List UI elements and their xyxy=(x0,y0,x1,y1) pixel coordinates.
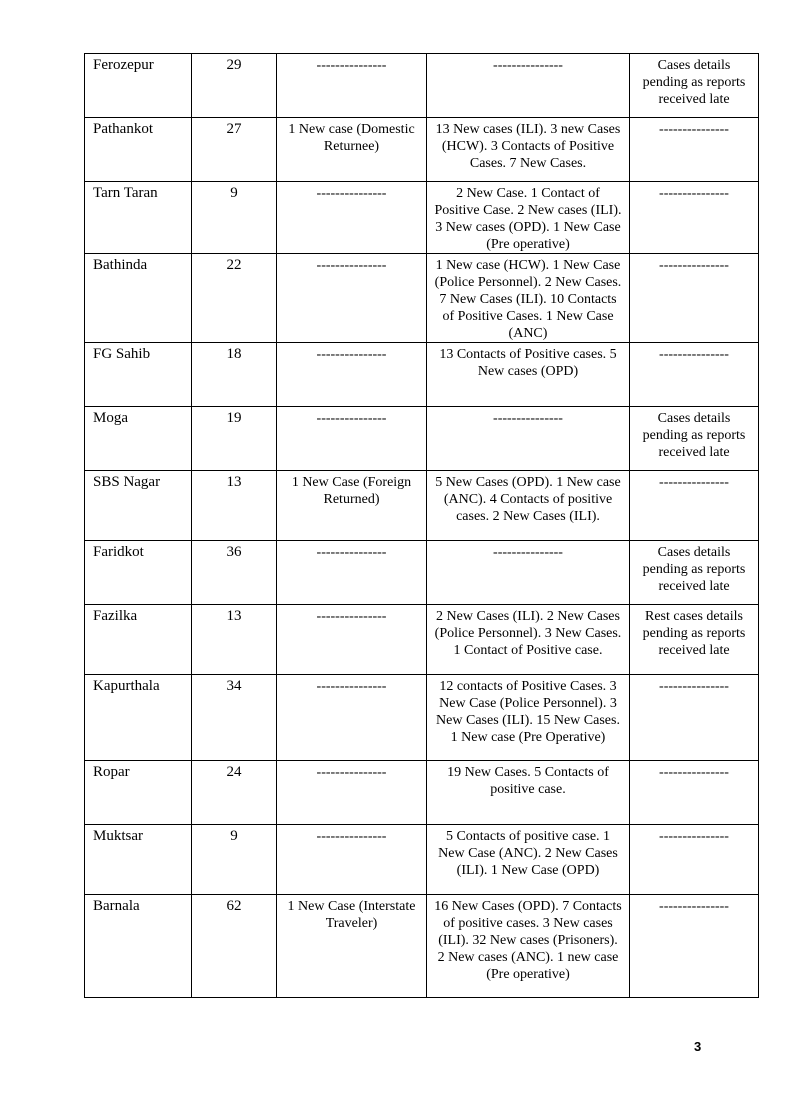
travel-history-cell: --------------- xyxy=(277,254,427,343)
district-cases-table xyxy=(84,53,759,998)
district-cell: SBS Nagar xyxy=(85,471,192,541)
district-cell: Faridkot xyxy=(85,541,192,605)
district-cell: FG Sahib xyxy=(85,343,192,407)
travel-history-cell: --------------- xyxy=(277,182,427,254)
table-row xyxy=(85,254,759,343)
remarks-cell: Cases details pending as reports received late xyxy=(630,407,759,471)
case-details-cell: --------------- xyxy=(427,541,630,605)
travel-history-cell: --------------- xyxy=(277,675,427,761)
case-count-cell: 62 xyxy=(192,895,277,998)
case-details-cell: 1 New case (HCW). 1 New Case (Police Personnel). 2 New Cases. 7 New Cases (ILI). 10 Contacts of Positive Cases. 1 New Case (ANC) xyxy=(427,254,630,343)
case-count-cell: 13 xyxy=(192,605,277,675)
table-row xyxy=(85,54,759,118)
travel-history-cell: --------------- xyxy=(277,54,427,118)
case-count-cell: 36 xyxy=(192,541,277,605)
remarks-cell: --------------- xyxy=(630,182,759,254)
remarks-cell: --------------- xyxy=(630,343,759,407)
case-count-cell: 18 xyxy=(192,343,277,407)
table-row xyxy=(85,182,759,254)
table-body xyxy=(85,54,759,998)
case-details-cell: 2 New Cases (ILI). 2 New Cases (Police Personnel). 3 New Cases. 1 Contact of Positive case. xyxy=(427,605,630,675)
case-count-cell: 19 xyxy=(192,407,277,471)
table-row xyxy=(85,541,759,605)
district-cell: Pathankot xyxy=(85,118,192,182)
travel-history-cell: --------------- xyxy=(277,825,427,895)
remarks-cell: --------------- xyxy=(630,118,759,182)
travel-history-cell: 1 New Case (Interstate Traveler) xyxy=(277,895,427,998)
case-count-cell: 34 xyxy=(192,675,277,761)
table-row xyxy=(85,825,759,895)
table-row xyxy=(85,471,759,541)
district-cell: Ferozepur xyxy=(85,54,192,118)
table-row xyxy=(85,761,759,825)
case-count-cell: 9 xyxy=(192,182,277,254)
case-details-cell: 19 New Cases. 5 Contacts of positive case. xyxy=(427,761,630,825)
table-row xyxy=(85,118,759,182)
case-details-cell: --------------- xyxy=(427,54,630,118)
case-count-cell: 9 xyxy=(192,825,277,895)
case-count-cell: 27 xyxy=(192,118,277,182)
district-cell: Ropar xyxy=(85,761,192,825)
travel-history-cell: --------------- xyxy=(277,761,427,825)
case-details-cell: 5 New Cases (OPD). 1 New case (ANC). 4 Contacts of positive cases. 2 New Cases (ILI). xyxy=(427,471,630,541)
case-count-cell: 24 xyxy=(192,761,277,825)
remarks-cell: Cases details pending as reports received late xyxy=(630,541,759,605)
district-cell: Barnala xyxy=(85,895,192,998)
case-details-cell: 13 Contacts of Positive cases. 5 New cases (OPD) xyxy=(427,343,630,407)
travel-history-cell: 1 New case (Domestic Returnee) xyxy=(277,118,427,182)
table-row xyxy=(85,343,759,407)
case-details-cell: 13 New cases (ILI). 3 new Cases (HCW). 3 Contacts of Positive Cases. 7 New Cases. xyxy=(427,118,630,182)
page-number: 3 xyxy=(694,1039,702,1054)
district-cell: Bathinda xyxy=(85,254,192,343)
case-details-cell: 16 New Cases (OPD). 7 Contacts of positive cases. 3 New cases (ILI). 32 New cases (Prisoners). 2 New cases (ANC). 1 new case (Pre operative) xyxy=(427,895,630,998)
remarks-cell: --------------- xyxy=(630,761,759,825)
table-row xyxy=(85,895,759,998)
case-details-cell: 12 contacts of Positive Cases. 3 New Case (Police Personnel). 3 New Cases (ILI). 15 New Cases. 1 New case (Pre Operative) xyxy=(427,675,630,761)
remarks-cell: --------------- xyxy=(630,471,759,541)
travel-history-cell: 1 New Case (Foreign Returned) xyxy=(277,471,427,541)
district-cell: Muktsar xyxy=(85,825,192,895)
remarks-cell: --------------- xyxy=(630,254,759,343)
case-details-cell: 2 New Case. 1 Contact of Positive Case. 2 New cases (ILI). 3 New cases (OPD). 1 New Case (Pre operative) xyxy=(427,182,630,254)
travel-history-cell: --------------- xyxy=(277,343,427,407)
table-row xyxy=(85,605,759,675)
district-cell: Fazilka xyxy=(85,605,192,675)
travel-history-cell: --------------- xyxy=(277,541,427,605)
remarks-cell: --------------- xyxy=(630,675,759,761)
remarks-cell: Rest cases details pending as reports received late xyxy=(630,605,759,675)
remarks-cell: Cases details pending as reports received late xyxy=(630,54,759,118)
case-count-cell: 13 xyxy=(192,471,277,541)
case-details-cell: --------------- xyxy=(427,407,630,471)
remarks-cell: --------------- xyxy=(630,825,759,895)
travel-history-cell: --------------- xyxy=(277,407,427,471)
table-row xyxy=(85,407,759,471)
table-row xyxy=(85,675,759,761)
travel-history-cell: --------------- xyxy=(277,605,427,675)
case-count-cell: 22 xyxy=(192,254,277,343)
case-details-cell: 5 Contacts of positive case. 1 New Case (ANC). 2 New Cases (ILI). 1 New Case (OPD) xyxy=(427,825,630,895)
case-count-cell: 29 xyxy=(192,54,277,118)
district-cell: Kapurthala xyxy=(85,675,192,761)
district-cell: Tarn Taran xyxy=(85,182,192,254)
remarks-cell: --------------- xyxy=(630,895,759,998)
district-cell: Moga xyxy=(85,407,192,471)
